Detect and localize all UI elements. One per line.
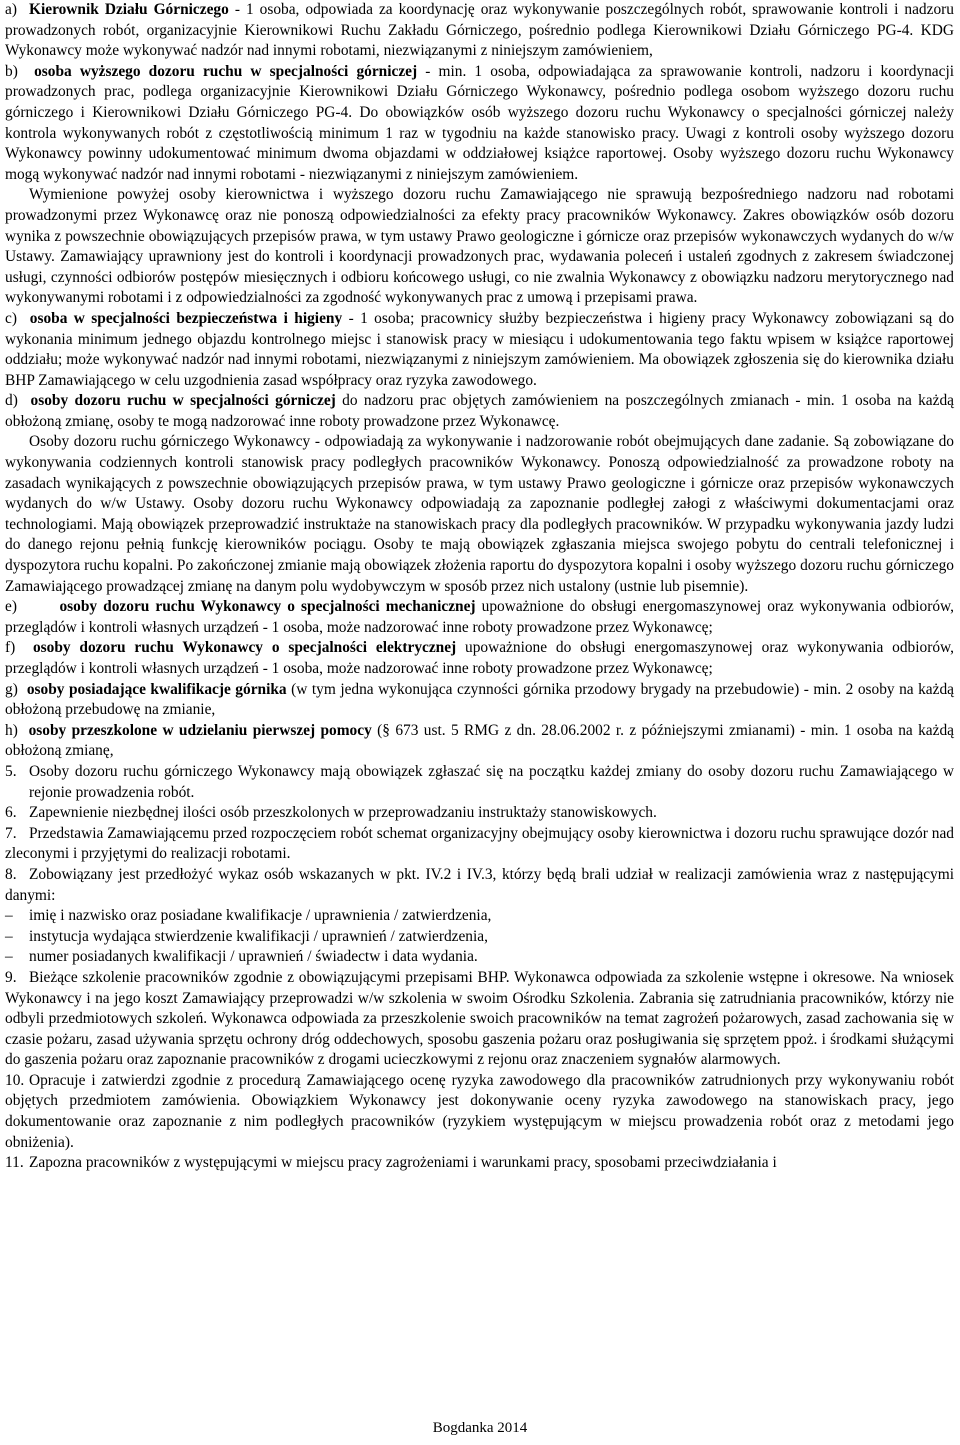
point-number: 11. <box>5 1154 24 1172</box>
item-heading: Kierownik Działu Górniczego <box>28 1 229 18</box>
item-label: e) <box>5 598 17 616</box>
dash-item-1 <box>5 906 954 927</box>
item-heading: osoby dozoru ruchu Wykonawcy o specjalności mechanicznej <box>59 598 476 616</box>
item-heading: osoba w specjalności bezpieczeństwa i higieny <box>29 309 343 327</box>
item-e <box>5 597 954 638</box>
point-number: 5. <box>5 762 17 780</box>
point-number: 8. <box>5 865 17 883</box>
item-text: - 1 osoba, odpowiada za koordynację oraz wykonywanie poszczególnych robót, sprawowanie kontroli i nadzoru prowadzonych robót, organizacyjnie Kierownikowi Ruchu Zakładu Górniczego, pośrednio podlega Kierownikowi Działu Górniczego PG-4. KDG Wykonawcy może wykonywać nadzór nad innymi robotami, niezwiązanymi z niniejszym zamówieniem, <box>5 1 954 60</box>
point-6 <box>5 803 954 824</box>
item-text: upoważnione do obsługi energomaszynowej oraz wykonywania odbiorów, przeglądów i kontroli własnych urządzeń - 1 osoba, może nadzorować inne roboty prowadzone przez Wykonawcę; <box>5 639 954 677</box>
dash-bullet: – <box>5 907 13 925</box>
paragraph-wymienione: Wymienione powyżej osoby kierownictwa i wyższego dozoru ruchu Zamawiającego nie sprawują bezpośredniego nadzoru nad robotami prowadzonymi przez Wykonawcę oraz nie ponoszą odpowiedzialności za efekty pracy pracowników Wykonawcy. Zakres obowiązków osób dozoru wynika z powszechnie obowiązujących przepisów prawa, w tym ustawy Prawo geologiczne i górnicze oraz przepisów wykonawczych wydanych do w/w Ustawy. Zamawiający uprawniony jest do kontroli i koordynacji prowadzonych prac, wydawania poleceń i ustaleń zgodnych z zakresem świadczonej usługi, czynności odbiorów postępów miesięcznych i odbioru końcowego usługi, co nie zwalnia Wykonawcy z obowiązku nadzoru merytorycznego nad wykonywanymi robotami i z odpowiedzialności za zgodność wykonywanych prac z umową i przepisami prawa. <box>5 186 954 307</box>
item-label: a) <box>5 1 17 18</box>
item-heading: osoby dozoru ruchu Wykonawcy o specjalności elektrycznej <box>32 639 457 657</box>
dash-bullet: – <box>5 927 13 945</box>
point-number: 6. <box>5 804 17 822</box>
item-a <box>5 0 954 62</box>
item-text: (w tym jedna wykonująca czynności górnika przodowy brygady na przebudowie) - min. 2 osoby na każdą obłożoną przebudowę na zmianie, <box>5 680 954 719</box>
point-9 <box>5 968 954 1071</box>
point-text: Bieżące szkolenie pracowników zgodnie z obowiązującymi przepisami BHP. Wykonawca odpowiada za szkolenie wstępne i okresowe. Na wniosek Wykonawcy i na jego koszt Zamawiający przeprowadzi w/w szkolenia w swoim Ośrodku Szkolenia. Zabrania się zatrudniania pracowników, którzy nie odbyli przedmiotowych szkoleń. Wykonawca odpowiada za przeszkolenie swoich pracowników na temat zagrożeń pożarowych, zasad zachowania się w czasie pożaru, zasad używania sprzętu ochrony dróg oddechowych, sposobu gaszenia pożaru oraz posługiwania się sprzętem ppoż. i środkami służącymi do gaszenia pożaru oraz zapoznanie pracowników z drogami ucieczkowymi z rejonu oraz znaczeniem sygnałów alarmowych. <box>5 968 954 1069</box>
point-text: Przedstawia Zamawiającemu przed rozpoczęciem robót schemat organizacyjny obejmujący osoby kierownictwa i dozoru ruchu sprawujące dozór nad zleconymi i przyjętymi do realizacji robotami. <box>5 824 954 863</box>
dash-item-2 <box>5 927 954 948</box>
item-text: upoważnione do obsługi energomaszynowej oraz wykonywania odbiorów, przeglądów i kontroli własnych urządzeń - 1 osoba, może nadzorować inne roboty prowadzone przez Wykonawcę; <box>5 598 955 636</box>
item-label: c) <box>5 309 17 327</box>
item-label: d) <box>5 392 18 410</box>
page-footer: Bogdanka 2014 <box>432 1420 528 1437</box>
point-11 <box>5 1153 954 1174</box>
item-text: do nadzoru prac objętych zamówieniem na poszczególnych zmianach - min. 1 osoba na każdą obłożoną zmianę, osoby te mogą nadzorować inne roboty prowadzone przez Wykonawcę. <box>5 392 955 430</box>
point-number: 10. <box>5 1071 25 1089</box>
item-heading: osoby posiadające kwalifikacje górnika <box>26 680 287 698</box>
item-g <box>5 680 954 721</box>
item-label: g) <box>5 680 18 698</box>
item-text: (§ 673 ust. 5 RMG z dn. 28.06.2002 r. z późniejszymi zmianami) - min. 1 osoba na każdą obłożoną zmianę, <box>5 721 954 760</box>
item-text: - min. 1 osoba, odpowiadająca za sprawowanie kontroli, nadzoru i koordynacji prowadzonych prac, podlega organizacyjnie Kierownikowi Działu Górniczego Wykonawcy, pośrednio podlega osobom wyższego dozoru ruchu górniczego i Kierownikowi Działu Górniczego PG-4. Do obowiązków osób wyższego dozoru ruchu Wykonawcy o specjalności górniczej należy kontrola wykonywanych robót z częstotliwością minimum 1 raz w tygodniu na każde stanowisko pracy. Uwagi z kontroli osoby wyższego dozoru Wykonawcy powinny udokumentować minimum dwoma objazdami w oddziałowej książce raportowej. Osoby wyższego dozoru ruchu Wykonawcy mogą wykonywać nadzór nad innymi robotami - niezwiązanymi z niniejszym zamówieniem. <box>5 62 954 183</box>
item-b <box>5 62 954 186</box>
paragraph-osoby-dozoru: Osoby dozoru ruchu górniczego Wykonawcy - odpowiadają za wykonywanie i nadzorowanie robót obejmujących dane zadanie. Są zobowiązane do wykonywania codziennych kontroli stanowisk pracy podległych pracowników Wykonawcy. Ponoszą odpowiedzialność za prowadzone roboty na zasadach wynikających z powszechnie obowiązujących przepisów prawa, w tym ustawy Prawo geologiczne i górnicze oraz przepisów wykonawczych wydanych do w/w Ustawy. Osoby dozoru ruchu Wykonawcy odpowiadają za zapoznanie podległej załogi z właściwymi dokumentacjami oraz technologiami. Mają obowiązek przeprowadzić instruktaże na stanowiskach pracy dla podległych pracowników. W przypadku wykonywania jazdy ludzi do danego rejonu pełnią funkcję kierowników pociągu. Osoby te mają obowiązek zgłaszania miejsca swojego pobytu do centrali telefonicznej i dyspozytora ruchu kopalni. Po zakończonej zmianie mają obowiązek złożenia raportu do dyspozytora kopalni i osoby wyższego dozoru ruchu górniczego Zamawiającego prowadzącej zmianę na danym polu wydobywczym w sposób przez nich ustalony (ustnie lub pisemnie). <box>5 433 954 595</box>
item-label: f) <box>5 639 16 657</box>
point-text: Osoby dozoru ruchu górniczego Wykonawcy mają obowiązek zgłaszać się na początku każdej zmiany do osoby dozoru ruchu Zamawiającego w rejonie prowadzenia robót. <box>29 762 954 801</box>
item-h <box>5 721 954 762</box>
point-text: Opracuje i zatwierdzi zgodnie z procedurą Zamawiającego ocenę ryzyka zawodowego dla pracowników zatrudnionych przy wykonywaniu robót objętych przedmiotem zamówienia. Obowiązkiem Wykonawcy jest dokonywanie oceny ryzyka zawodowego na stanowiskach pracy, jego dokumentowanie oraz zapoznanie z nim podległych pracowników (ryzykiem występującym w miejscu prowadzenia robót oraz z metodami jego obniżenia). <box>5 1071 954 1151</box>
point-number: 9. <box>5 968 17 986</box>
dash-bullet: – <box>5 948 13 966</box>
item-f <box>5 638 954 679</box>
point-7 <box>5 824 954 865</box>
item-heading: osoby dozoru ruchu w specjalności górniczej <box>30 392 336 410</box>
point-5 <box>5 762 954 803</box>
item-heading: osoby przeszkolone w udzielaniu pierwszej pomocy <box>28 721 372 739</box>
item-label: h) <box>5 721 18 739</box>
point-text: Zobowiązany jest przedłożyć wykaz osób wskazanych w pkt. IV.2 i IV.3, którzy będą brali udział w realizacji zamówienia wraz z następującymi danymi: <box>5 865 954 904</box>
dash-text: instytucja wydająca stwierdzenie kwalifikacji / uprawnień / zatwierdzenia, <box>29 927 488 945</box>
dash-item-3 <box>5 947 954 968</box>
item-c <box>5 309 954 391</box>
point-10 <box>5 1071 954 1153</box>
point-text: Zapewnienie niezbędnej ilości osób przeszkolonych w przeprowadzaniu instruktaży stanowiskowych. <box>29 804 657 822</box>
dash-text: imię i nazwisko oraz posiadane kwalifikacje / uprawnienia / zatwierdzenia, <box>29 907 492 925</box>
point-number: 7. <box>5 824 17 842</box>
point-text: Zapozna pracowników z występującymi w miejscu pracy zagrożeniami i warunkami pracy, sposobami przeciwdziałania i <box>29 1154 777 1172</box>
item-label: b) <box>5 62 18 80</box>
point-8 <box>5 865 954 906</box>
item-heading: osoba wyższego dozoru ruchu w specjalności górniczej <box>34 62 418 80</box>
dash-text: numer posiadanych kwalifikacji / uprawnień / świadectw i data wydania. <box>29 948 478 966</box>
item-text: - 1 osoba; pracownicy służby bezpieczeństwa i higieny pracy Wykonawcy zobowiązani są do wykonania minimum jednego objazdu kontrolnego miejsc i stanowisk pracy w miesiącu i udokumentowania tego faktu wpisem w książce raportowej oddziału; może wykonywać nadzór nad innymi robotami, niezwiązanymi z niniejszym zamówieniem. Ma obowiązek zgłoszenia się do kierownika działu BHP Zamawiającego w celu uzgodnienia zasad współpracy oraz ryzyka zawodowego. <box>5 309 955 389</box>
item-d <box>5 391 954 432</box>
